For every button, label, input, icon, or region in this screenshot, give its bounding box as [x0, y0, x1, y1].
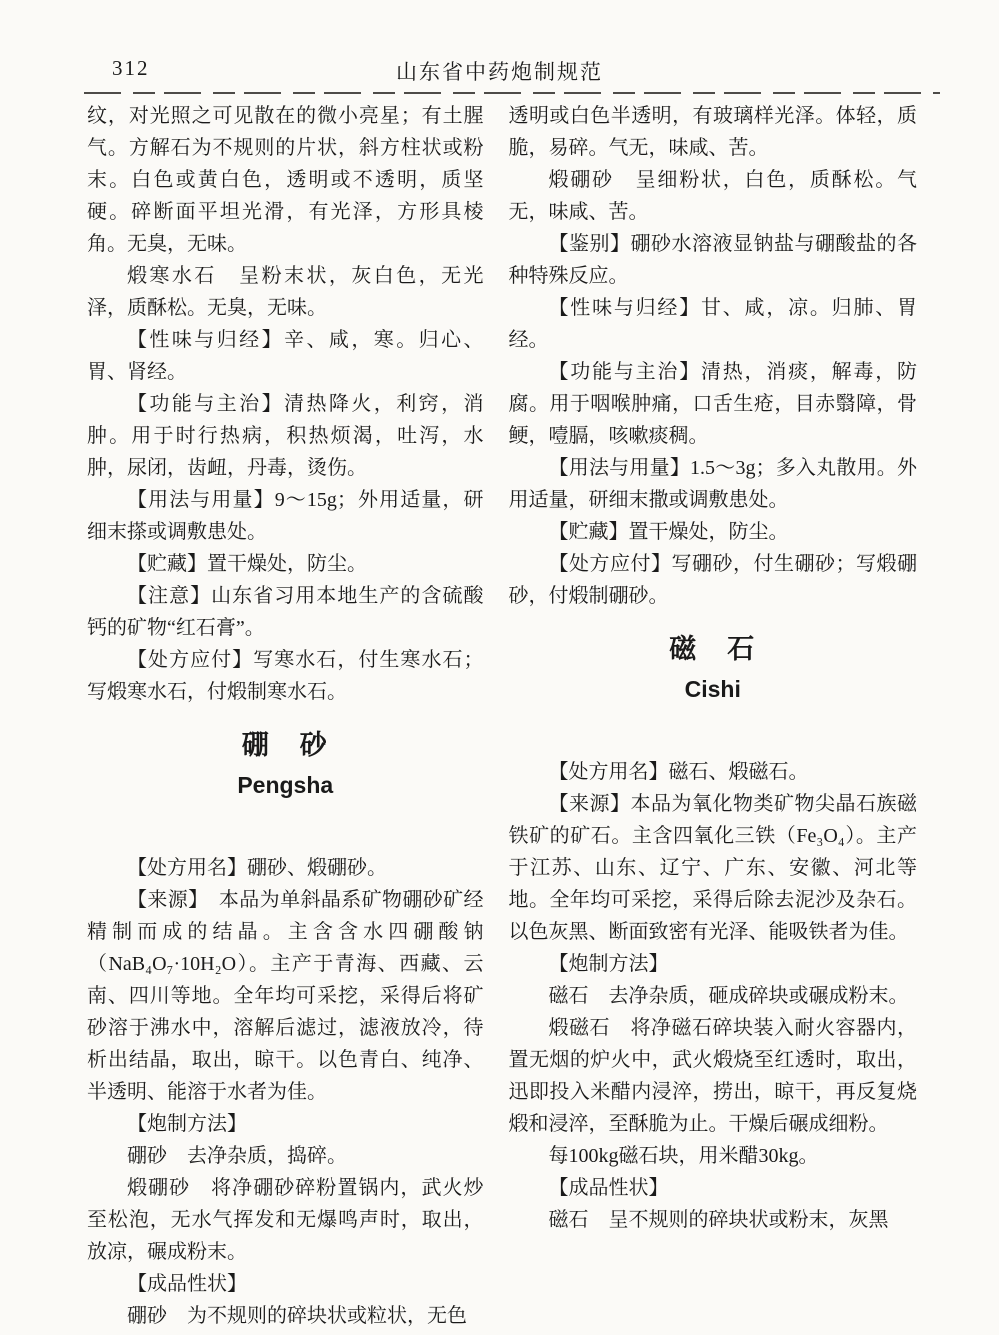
paragraph: 煅磁石 将净磁石碎块装入耐火容器内，置无烟的炉火中，武火煅烧至红透时，取出，迅即投入米醋内浸淬，捞出，晾干，再反复烧煅和浸淬，至酥脆为止。干燥后碾成细粉。 — [508, 1017, 917, 1135]
paragraph: 【来源】 本品为单斜晶系矿物硼砂矿经精制而成的结晶。主含含水四硼酸钠（NaB₄O₇·10H₂O）。主产于青海、西藏、云南、四川等地。全年均可采挖，采得后将矿砂溶于沸水中，溶解后滤过，滤液放冷，待析出结晶，取出，晾干。以色青白、纯净、半透明、能溶于水者为佳。 — [87, 889, 484, 1103]
paragraph: 纹，对光照之可见散在的微小亮星；有土腥气。方解石为不规则的片状，斜方柱状或粉末。白色或黄白色，透明或不透明，质坚硬。碎断面平坦光滑，有光泽，方形具棱角。无臭，无味。 — [87, 105, 484, 255]
paragraph: 【炮制方法】 — [548, 953, 669, 975]
paragraph: 【性味与归经】甘、咸，凉。归肺、胃经。 — [508, 297, 917, 351]
paragraph: 【处方用名】硼砂、煅硼砂。 — [127, 857, 387, 879]
paragraph: 煅寒水石 呈粉末状，灰白色，无光泽，质酥松。无臭，无味。 — [87, 265, 484, 319]
paragraph: 硼砂 去净杂质，捣碎。 — [127, 1145, 347, 1167]
section-heading: 磁 石 — [669, 634, 757, 664]
paragraph: 【贮藏】置干燥处，防尘。 — [548, 521, 789, 543]
paragraph: 【处方应付】写硼砂，付生硼砂；写煅硼砂，付煅制硼砂。 — [508, 553, 917, 607]
paragraph: 煅硼砂 将净硼砂碎粉置锅内，武火炒至松泡，无水气挥发和无爆鸣声时，取出，放凉，碾成粉末。 — [87, 1177, 484, 1263]
running-head-title: 山东省中药炮制规范 — [396, 60, 603, 84]
paragraph: 【功能与主治】清热，消痰，解毒，防腐。用于咽喉肿痛，口舌生疮，目赤翳障，骨鲠，噎膈，咳嗽痰稠。 — [508, 361, 917, 447]
running-head — [0, 56, 999, 84]
left-column — [87, 100, 484, 1332]
section-pinyin: Pengsha — [237, 772, 334, 798]
paragraph: 透明或白色半透明，有玻璃样光泽。体轻，质脆，易碎。气无，味咸、苦。 — [508, 105, 917, 159]
paragraph: 【贮藏】置干燥处，防尘。 — [127, 553, 367, 575]
paragraph: 【炮制方法】 — [127, 1113, 247, 1135]
header-rule — [84, 92, 940, 94]
page-number: 312 — [112, 56, 150, 80]
paragraph: 【成品性状】 — [548, 1177, 669, 1199]
paragraph: 硼砂 为不规则的碎块状或粒状，无色 — [127, 1305, 467, 1327]
paragraph: 【来源】本品为氧化物类矿物尖晶石族磁铁矿的矿石。主含四氧化三铁（Fe₃O₄）。主产于江苏、山东、辽宁、广东、安徽、河北等地。全年均可采挖，采得后除去泥沙及杂石。以色灰黑、断面致密有光泽、能吸铁者为佳。 — [508, 793, 917, 943]
paragraph: 【处方用名】磁石、煅磁石。 — [548, 761, 809, 783]
paragraph: 每100kg磁石块，用米醋30kg。 — [548, 1145, 819, 1167]
section-heading: 硼 砂 — [241, 730, 329, 760]
paragraph: 【性味与归经】辛、咸，寒。归心、胃、肾经。 — [87, 329, 484, 383]
paragraph: 【鉴别】硼砂水溶液显钠盐与硼酸盐的各种特殊反应。 — [508, 233, 917, 287]
paragraph: 【成品性状】 — [127, 1273, 247, 1295]
paragraph: 煅硼砂 呈细粉状，白色，质酥松。气无，味咸、苦。 — [508, 169, 917, 223]
right-column — [509, 100, 917, 1332]
paragraph: 磁石 呈不规则的碎块状或粉末，灰黑 — [548, 1209, 889, 1231]
paragraph: 【处方应付】写寒水石，付生寒水石；写煅寒水石，付煅制寒水石。 — [87, 649, 484, 703]
text-columns — [87, 100, 917, 1332]
section-pinyin: Cishi — [684, 676, 741, 702]
paragraph: 【用法与用量】9～15g；外用适量，研细末搽或调敷患处。 — [87, 489, 484, 543]
paragraph: 【注意】山东省习用本地生产的含硫酸钙的矿物“红石膏”。 — [87, 585, 484, 639]
paragraph: 【用法与用量】1.5～3g；多入丸散用。外用适量，研细末撒或调敷患处。 — [508, 457, 917, 511]
paragraph: 磁石 去净杂质，砸成碎块或碾成粉末。 — [548, 985, 909, 1007]
paragraph: 【功能与主治】清热降火，利窍，消肿。用于时行热病，积热烦渴，吐泻，水肿，尿闭，齿衄，丹毒，烫伤。 — [87, 393, 484, 479]
